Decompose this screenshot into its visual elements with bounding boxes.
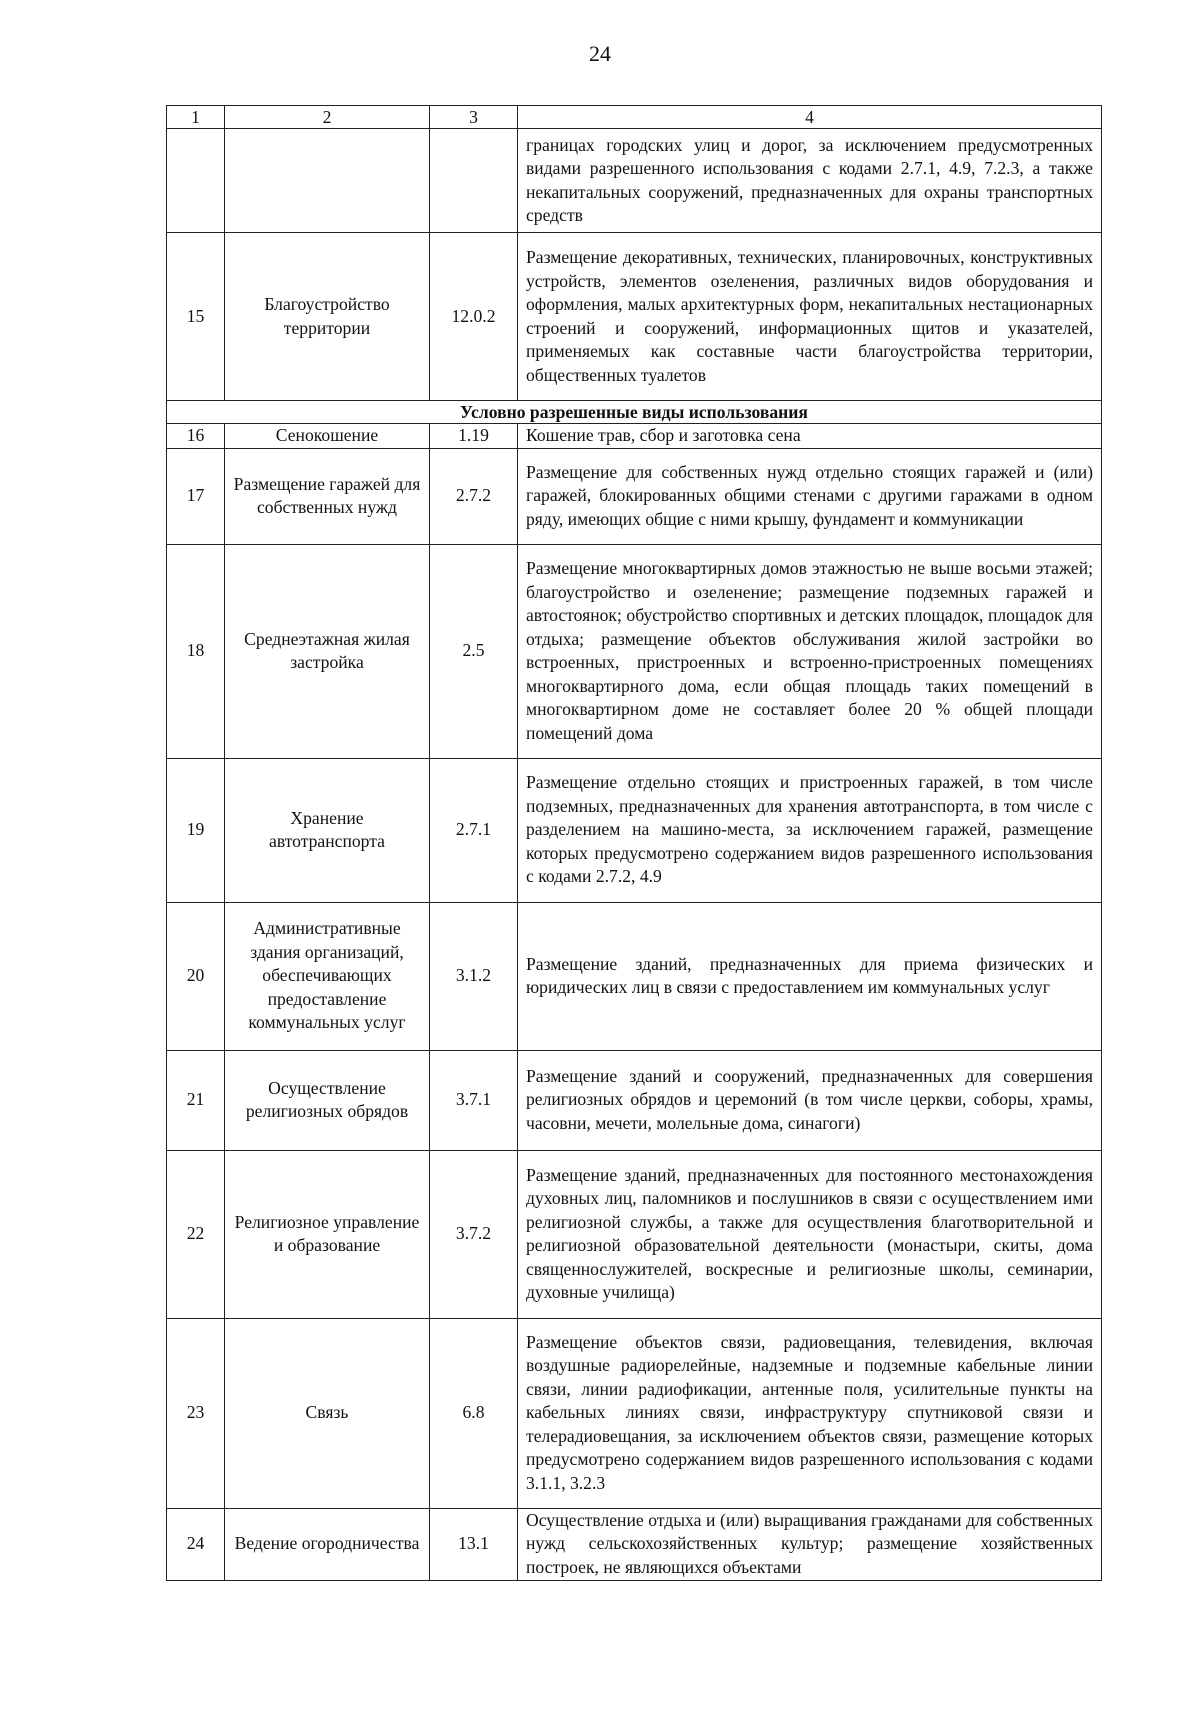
row-description: Осуществление отдыха и (или) выращивания гражданами для собственных нужд сельскохозяйственных культур; размещение хозяйственных построек, не являющихся объектами <box>518 1508 1102 1580</box>
table-row <box>167 1508 1102 1580</box>
table-row <box>167 544 1102 758</box>
table-row-continued <box>167 129 1102 233</box>
row-number: 19 <box>167 758 225 902</box>
row-number: 16 <box>167 424 225 449</box>
row-code: 3.7.1 <box>430 1050 518 1150</box>
row-code: 2.7.1 <box>430 758 518 902</box>
table-row <box>167 902 1102 1050</box>
row-name: Связь <box>225 1318 430 1508</box>
row-description: границах городских улиц и дорог, за исключением предусмотренных видами разрешенного использования с кодами 2.7.1, 4.9, 7.2.3, а также некапитальных сооружений, предназначенных для охраны транспортных средств <box>518 129 1102 233</box>
row-number: 20 <box>167 902 225 1050</box>
row-name: Ведение огородничества <box>225 1508 430 1580</box>
table-row <box>167 758 1102 902</box>
row-code: 2.7.2 <box>430 448 518 544</box>
page-number: 24 <box>589 41 611 66</box>
row-number: 23 <box>167 1318 225 1508</box>
row-description: Размещение многоквартирных домов этажностью не выше восьми этажей; благоустройство и озеленение; размещение подземных гаражей и автостоянок; обустройство спортивных и детских площадок, площадок для отдыха; размещение объектов обслуживания жилой застройки во встроенных, пристроенных и встроенно-пристроенных помещениях многоквартирного дома, если общая площадь таких помещений в многоквартирном доме не составляет более 20 % общей площади помещений дома <box>518 544 1102 758</box>
table-row <box>167 1150 1102 1318</box>
row-number: 22 <box>167 1150 225 1318</box>
row-code: 13.1 <box>430 1508 518 1580</box>
row-code <box>430 129 518 233</box>
row-name: Религиозное управление и образование <box>225 1150 430 1318</box>
row-description: Размещение для собственных нужд отдельно стоящих гаражей и (или) гаражей, блокированных общими стенами с другими гаражами в одном ряду, имеющих общие с ними крышу, фундамент и коммуникации <box>518 448 1102 544</box>
table-row <box>167 1050 1102 1150</box>
section-title: Условно разрешенные виды использования <box>167 401 1102 424</box>
row-number <box>167 129 225 233</box>
row-code: 3.7.2 <box>430 1150 518 1318</box>
row-description: Размещение объектов связи, радиовещания, телевидения, включая воздушные радиорелейные, надземные и подземные кабельные линии связи, линии радиофикации, антенные поля, усилительные пункты на кабельных линиях связи, инфраструктуру спутниковой связи и телерадиовещания, за исключением объектов связи, размещение которых предусмотрено содержанием видов разрешенного использования с кодами 3.1.1, 3.2.3 <box>518 1318 1102 1508</box>
row-description: Размещение зданий и сооружений, предназначенных для совершения религиозных обрядов и церемоний (в том числе церкви, соборы, храмы, часовни, мечети, молельные дома, синагоги) <box>518 1050 1102 1150</box>
header-col-1: 1 <box>167 106 225 129</box>
section-header-row <box>167 401 1102 424</box>
row-name: Сенокошение <box>225 424 430 449</box>
header-col-4: 4 <box>518 106 1102 129</box>
row-name: Хранение автотранспорта <box>225 758 430 902</box>
row-name <box>225 129 430 233</box>
table-row <box>167 1318 1102 1508</box>
row-name: Благоустройство территории <box>225 233 430 401</box>
row-code: 12.0.2 <box>430 233 518 401</box>
row-name: Среднеэтажная жилая застройка <box>225 544 430 758</box>
land-use-table <box>166 105 1102 1581</box>
row-description: Кошение трав, сбор и заготовка сена <box>518 424 1102 449</box>
row-number: 18 <box>167 544 225 758</box>
header-col-2: 2 <box>225 106 430 129</box>
row-description: Размещение зданий, предназначенных для приема физических и юридических лиц в связи с предоставлением им коммунальных услуг <box>518 902 1102 1050</box>
row-code: 6.8 <box>430 1318 518 1508</box>
table-header-row <box>167 106 1102 129</box>
row-name: Административные здания организаций, обеспечивающих предоставление коммунальных услуг <box>225 902 430 1050</box>
row-code: 1.19 <box>430 424 518 449</box>
row-name: Осуществление религиозных обрядов <box>225 1050 430 1150</box>
table-row <box>167 233 1102 401</box>
table-row <box>167 424 1102 449</box>
row-number: 24 <box>167 1508 225 1580</box>
row-number: 17 <box>167 448 225 544</box>
row-description: Размещение отдельно стоящих и пристроенных гаражей, в том числе подземных, предназначенных для хранения автотранспорта, в том числе с разделением на машино-места, за исключением гаражей, размещение которых предусмотрено содержанием видов разрешенного использования с кодами 2.7.2, 4.9 <box>518 758 1102 902</box>
row-number: 15 <box>167 233 225 401</box>
row-code: 2.5 <box>430 544 518 758</box>
row-code: 3.1.2 <box>430 902 518 1050</box>
table-row <box>167 448 1102 544</box>
header-col-3: 3 <box>430 106 518 129</box>
row-number: 21 <box>167 1050 225 1150</box>
row-name: Размещение гаражей для собственных нужд <box>225 448 430 544</box>
row-description: Размещение зданий, предназначенных для постоянного местонахождения духовных лиц, паломников и послушников в связи с осуществлением ими религиозной службы, а также для осуществления благотворительной и религиозной образовательной деятельности (монастыри, скиты, дома священнослужителей, воскресные и религиозные школы, семинарии, духовные училища) <box>518 1150 1102 1318</box>
row-description: Размещение декоративных, технических, планировочных, конструктивных устройств, элементов озеленения, различных видов оборудования и оформления, малых архитектурных форм, некапитальных нестационарных строений и сооружений, информационных щитов и указателей, применяемых как составные части благоустройства территории, общественных туалетов <box>518 233 1102 401</box>
